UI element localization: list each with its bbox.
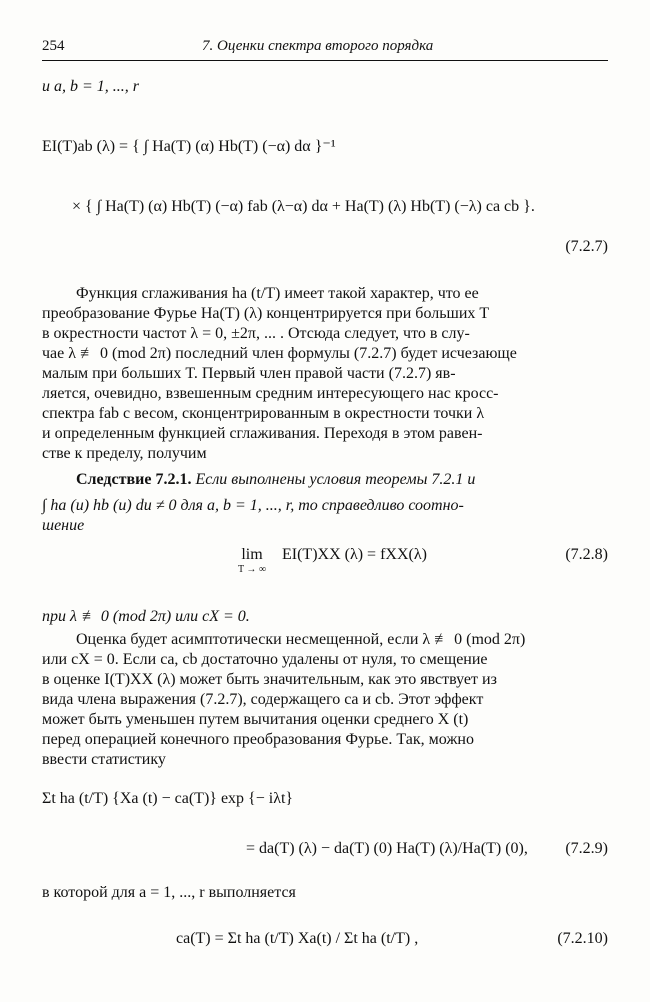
paragraph-line: в оценке I(T)XX (λ) может быть значительным, как это явствует из xyxy=(42,671,497,688)
paragraph-line: Оценка будет асимптотически несмещенной, если λ ≢ 0 (mod 2π) xyxy=(76,631,526,648)
equation-7-2-10: ca(T) = Σt ha (t/T) Xa(t) / Σt ha (t/T) , xyxy=(176,930,419,947)
paragraph-bias xyxy=(42,630,612,770)
corollary-condition: при λ ≢ 0 (mod 2π) или cX = 0. xyxy=(42,608,250,625)
running-title: 7. Оценки спектра второго порядка xyxy=(202,38,434,54)
equation-7-2-8: EI(T)XX (λ) = fXX(λ) xyxy=(282,546,427,563)
between-text: в которой для a = 1, ..., r выполняется xyxy=(42,884,296,901)
paragraph-line: ввести статистику xyxy=(42,751,166,768)
paragraph-smoothing xyxy=(42,284,612,464)
equation-7-2-9-line1: Σt ha (t/T) {Xa (t) − ca(T)} exp {− iλt} xyxy=(42,790,294,807)
paragraph-line: или cX = 0. Если ca, cb достаточно удалены от нуля, то смещение xyxy=(42,651,488,668)
paragraph-line: преобразование Фурье Ha(T) (λ) концентрируется при больших T xyxy=(42,305,490,322)
paragraph-line: стве к пределу, получим xyxy=(42,445,207,462)
equation-number-7-2-10: (7.2.10) xyxy=(557,930,608,947)
paragraph-line: Функция сглаживания ha (t/T) имеет такой характер, что ее xyxy=(76,285,479,302)
lim-text: lim xyxy=(241,546,263,563)
intro-line: и a, b = 1, ..., r xyxy=(42,78,140,95)
page-header xyxy=(42,36,608,61)
paragraph-line: в окрестности частот λ = 0, ±2π, ... . Отсюда следует, что в слу- xyxy=(42,325,470,342)
corollary-text: шение xyxy=(42,517,85,534)
equation-7-2-9-line2: = da(T) (λ) − da(T) (0) Ha(T) (λ)/Ha(T) (0), xyxy=(246,840,528,857)
equation-number-7-2-8: (7.2.8) xyxy=(565,546,608,563)
paragraph-line: чае λ ≢ 0 (mod 2π) последний член формулы (7.2.7) будет исчезающе xyxy=(42,345,517,362)
paragraph-line: и определенным функцией сглаживания. Переходя в этом равен- xyxy=(42,425,483,442)
corollary-text: Если выполнены условия теоремы 7.2.1 и xyxy=(195,471,476,488)
paragraph-line: вида члена выражения (7.2.7), содержащего ca и cb. Этот эффект xyxy=(42,691,484,708)
paragraph-line: малым при больших T. Первый член правой части (7.2.7) яв- xyxy=(42,365,456,382)
corollary-7-2-1 xyxy=(42,470,612,536)
corollary-text: ∫ ha (u) hb (u) du ≠ 0 для a, b = 1, ..., r, то справедливо соотно- xyxy=(42,497,464,514)
paragraph-line: спектра fab с весом, сконцентрированным в окрестности точки λ xyxy=(42,405,485,422)
equation-7-2-7-line1: EI(T)ab (λ) = { ∫ Ha(T) (α) Hb(T) (−α) dα }⁻¹ xyxy=(42,138,336,155)
equation-number-7-2-9: (7.2.9) xyxy=(565,840,608,857)
paragraph-line: может быть уменьшен путем вычитания оценки среднего X (t) xyxy=(42,711,469,728)
corollary-label: Следствие 7.2.1. xyxy=(76,471,192,488)
equation-7-2-7-line2: × { ∫ Ha(T) (α) Hb(T) (−α) fab (λ−α) dα + Ha(T) (λ) Hb(T) (−λ) ca cb }. xyxy=(72,198,535,215)
page-number: 254 xyxy=(42,38,65,54)
paragraph-line: ляется, очевидно, взвешенным средним интересующего нас кросс- xyxy=(42,385,499,402)
paragraph-line: перед операцией конечного преобразования Фурье. Так, можно xyxy=(42,731,474,748)
equation-number-7-2-7: (7.2.7) xyxy=(565,238,608,255)
limit-operator xyxy=(232,546,272,575)
lim-subscript: T → ∞ xyxy=(237,564,267,575)
